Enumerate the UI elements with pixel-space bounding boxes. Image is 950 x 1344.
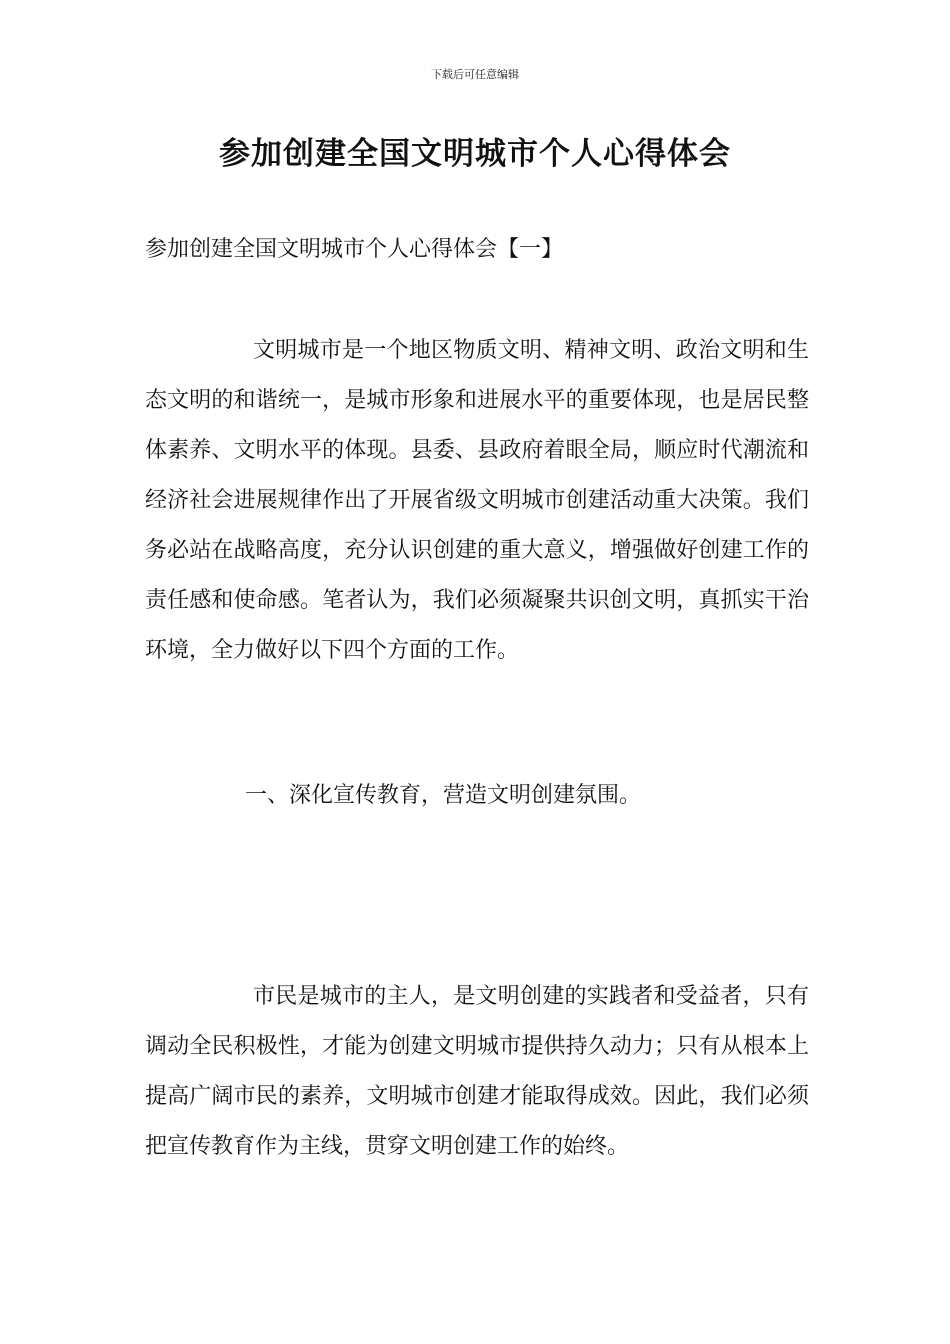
subheading: 一、深化宣传教育，营造文明创建氛围。 — [245, 783, 642, 808]
body-paragraph: 市民是城市的主人，是文明创建的实践者和受益者，只有调动全民积极性，才能为创建文明城市提供持久动力；只有从根本上提高广阔市民的素养，文明城市创建才能取得成效。因此，我们必须把宣传教育作为主线，贯穿文明创建工作的始终。 — [145, 984, 809, 1159]
body-paragraph: 文明城市是一个地区物质文明、精神文明、政治文明和生态文明的和谐统一，是城市形象和进展水平的重要体现，也是居民整体素养、文明水平的体现。县委、县政府着眼全局，顺应时代潮流和经济社会进展规律作出了开展省级文明城市创建活动重大决策。我们务必站在战略高度，充分认识创建的重大意义，增强做好创建工作的责任感和使命感。笔者认为，我们必须凝聚共识创文明，真抓实干治环境，全力做好以下四个方面的工作。 — [145, 338, 809, 663]
section-heading: 参加创建全国文明城市个人心得体会【一】 — [145, 237, 564, 262]
header-note: 下载后可任意编辑 — [431, 68, 519, 81]
document-title: 参加创建全国文明城市个人心得体会 — [219, 136, 731, 172]
